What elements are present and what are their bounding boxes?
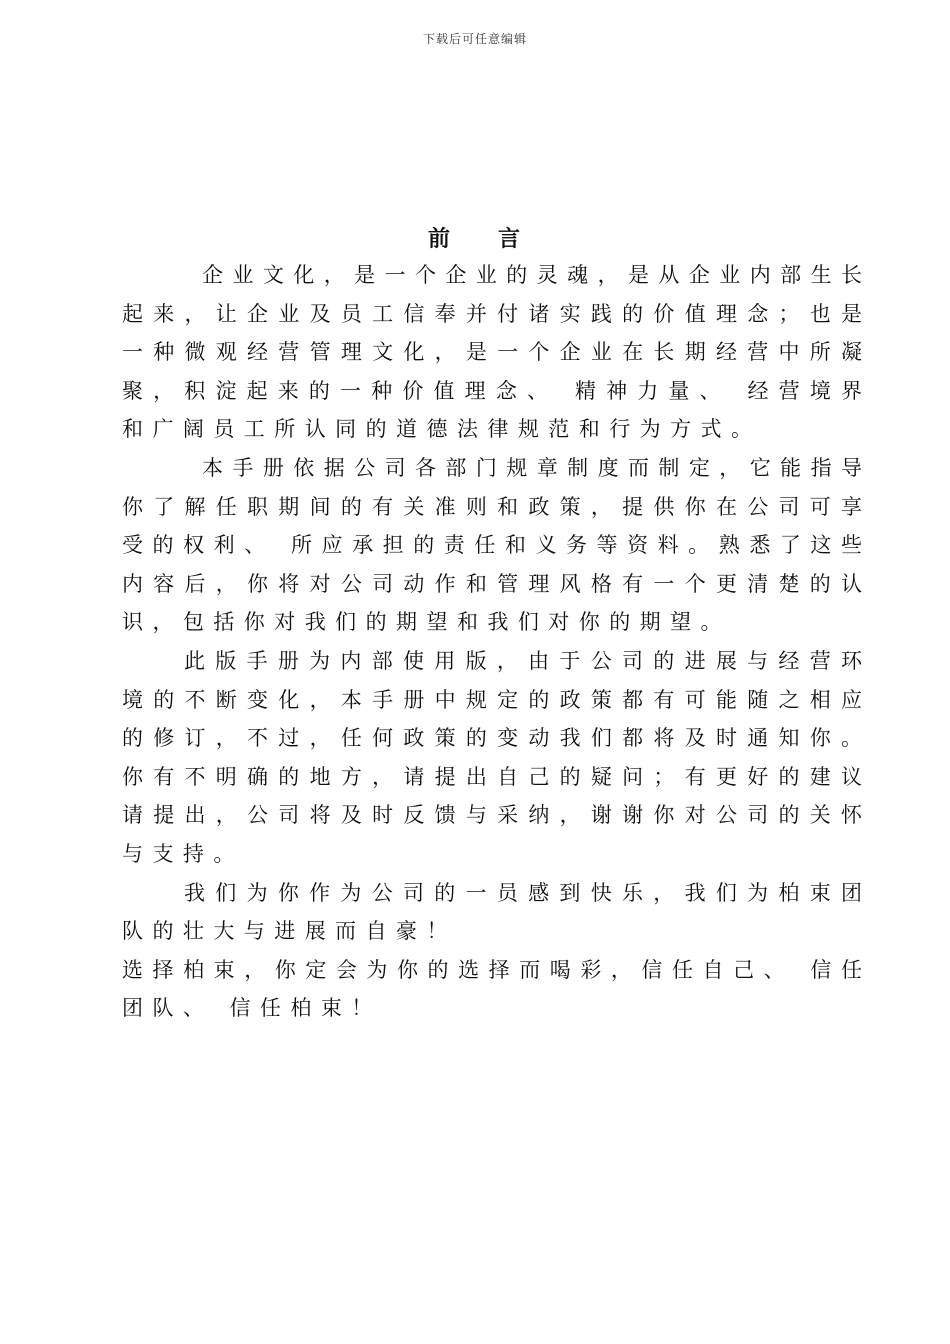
paragraph-2-line-2: 你了解任职期间的有关准则和政策，提供你在公司可享 [122,494,862,519]
paragraph-1-line-4: 聚，积淀起来的一种价值理念、 精神力量、 经营境界 [122,378,862,403]
paragraph-5-line-2: 团队、 信任柏束！ [122,996,382,1021]
body-text [122,256,862,1028]
paragraph-4-line-2: 队的壮大与进展而自豪！ [122,919,457,944]
paragraph-2-line-4: 内容后，你将对公司动作和管理风格有一个更清楚的认 [122,571,862,596]
title-char-2: 言 [498,227,523,252]
paragraph-3-line-5: 请提出，公司将及时反馈与采纳，谢谢你对公司的关怀 [122,803,862,828]
paragraph-1-line-5: 和广阔员工所认同的道德法律规范和行为方式。 [122,417,762,442]
paragraph-3-line-1: 此版手册为内部使用版，由于公司的进展与经营环 [184,648,862,673]
paragraph-3-line-3: 的修订，不过，任何政策的变动我们都将及时通知你。 [122,726,862,751]
paragraph-2-line-1: 本手册依据公司各部门规章制度而制定，它能指导 [202,455,862,480]
paragraph-1-line-3: 一种微观经营管理文化，是一个企业在长期经营中所凝 [122,340,862,365]
paragraph-3-line-2: 境的不断变化，本手册中规定的政策都有可能随之相应 [122,687,862,712]
paragraph-3-line-4: 你有不明确的地方，请提出自己的疑问；有更好的建议 [122,764,862,789]
title-char-1: 前 [427,227,452,252]
page-title [0,222,950,253]
paragraph-1-line-2: 起来，让企业及员工信奉并付诸实践的价值理念；也是 [122,301,862,326]
paragraph-4-line-1: 我们为你作为公司的一员感到快乐，我们为柏束团 [184,880,862,905]
paragraph-1-line-1: 企业文化，是一个企业的灵魂，是从企业内部生长 [202,263,862,287]
paragraph-2-line-5: 识，包括你对我们的期望和我们对你的期望。 [122,610,731,635]
paragraph-2-line-3: 受的权利、 所应承担的责任和义务等资料。熟悉了这些 [122,533,862,558]
header-note: 下载后可任意编辑 [422,32,527,46]
paragraph-3-line-6: 与支持。 [122,841,244,866]
paragraph-5-line-1: 选择柏束，你定会为你的选择而喝彩，信任自己、 信任 [122,957,862,982]
